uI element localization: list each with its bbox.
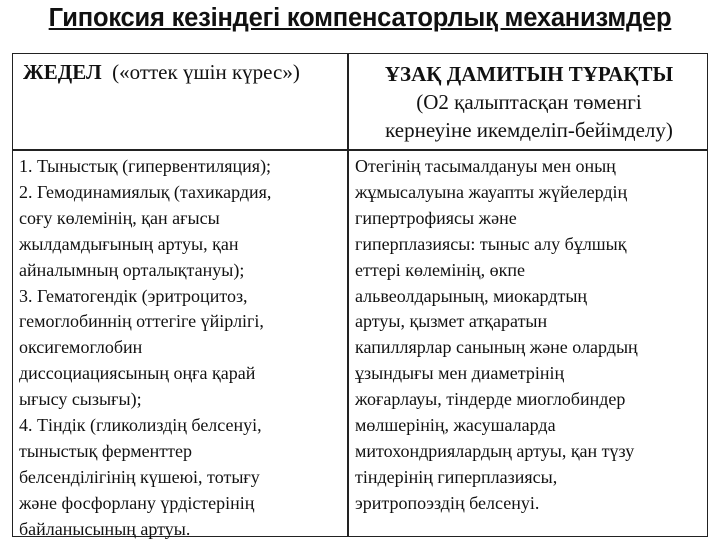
header-divider — [13, 149, 707, 151]
chronic-line: жұмысалуына жауапты жүйелердің — [355, 181, 628, 202]
chronic-line: мөлшерінің, жасушаларда — [355, 415, 556, 436]
acute-header — [23, 60, 300, 85]
acute-line: айналымның орталықтануы); — [19, 259, 245, 280]
acute-line: байланысының артуы. — [19, 518, 191, 539]
chronic-header — [349, 60, 709, 144]
chronic-line: митохондриялардың артуы, қан түзу — [355, 440, 635, 461]
acute-line: белсенділігінің күшеюі, тотығу — [19, 466, 260, 487]
chronic-header-main: ҰЗАҚ ДАМИТЫН ТҰРАҚТЫ — [384, 62, 674, 86]
acute-header-main: ЖЕДЕЛ — [23, 60, 102, 84]
chronic-header-sub-1: (О2 қалыптасқан төменгі — [416, 90, 642, 114]
chronic-line: Отегінің тасымалдануы мен оның — [355, 156, 616, 176]
acute-line: 1. Тыныстық (гипервентиляция); — [19, 156, 272, 176]
acute-line: оксигемоглобин — [19, 337, 143, 358]
acute-line: және фосфорлану үрдістерінің — [19, 492, 255, 513]
acute-line: диссоциациясының оңға қарай — [19, 363, 256, 384]
chronic-header-sub-2: кернеуіне икемделіп-бейімделу) — [385, 118, 673, 142]
acute-line: соғу көлемінің, қан ағысы — [19, 207, 220, 228]
chronic-line: ұзындығы мен диаметрінің — [355, 363, 565, 384]
acute-mechanisms-list — [19, 154, 271, 543]
chronic-line: артуы, қызмет атқаратын — [355, 311, 548, 332]
mechanisms-table — [12, 53, 708, 537]
page-title: Гипоксия кезіндегі компенсаторлық механизмдер — [48, 4, 672, 32]
acute-header-sub: («оттек үшін күрес») — [112, 60, 300, 84]
chronic-line: тіндерінің гиперплазиясы, — [355, 466, 558, 487]
chronic-line: эритропоэздің белсенуі. — [355, 492, 540, 513]
acute-line: тыныстық ферменттер — [19, 440, 192, 461]
acute-line: 3. Гематогендік (эритроцитоз, — [19, 285, 248, 306]
chronic-line: капиллярлар санының және олардың — [355, 337, 638, 358]
acute-line: 2. Гемодинамиялық (тахикардия, — [19, 181, 272, 202]
acute-line: гемоглобиннің оттегіге үйірлігі, — [19, 311, 264, 332]
acute-line: 4. Тіндік (гликолиздің белсенуі, — [19, 415, 262, 436]
chronic-line: гиперплазиясы: тыныс алу бұлшық — [355, 233, 627, 254]
acute-line: жылдамдығының артуы, қан — [19, 233, 239, 254]
chronic-line: еттері көлемінің, өкпе — [355, 259, 525, 280]
chronic-line: гипертрофиясы және — [355, 207, 517, 228]
chronic-line: жоғарлауы, тіндерде миоглобиндер — [355, 389, 626, 410]
chronic-line: альвеолдарының, миокардтың — [355, 285, 588, 306]
chronic-mechanisms-list — [355, 154, 638, 517]
acute-line: ығысу сызығы); — [19, 389, 142, 410]
